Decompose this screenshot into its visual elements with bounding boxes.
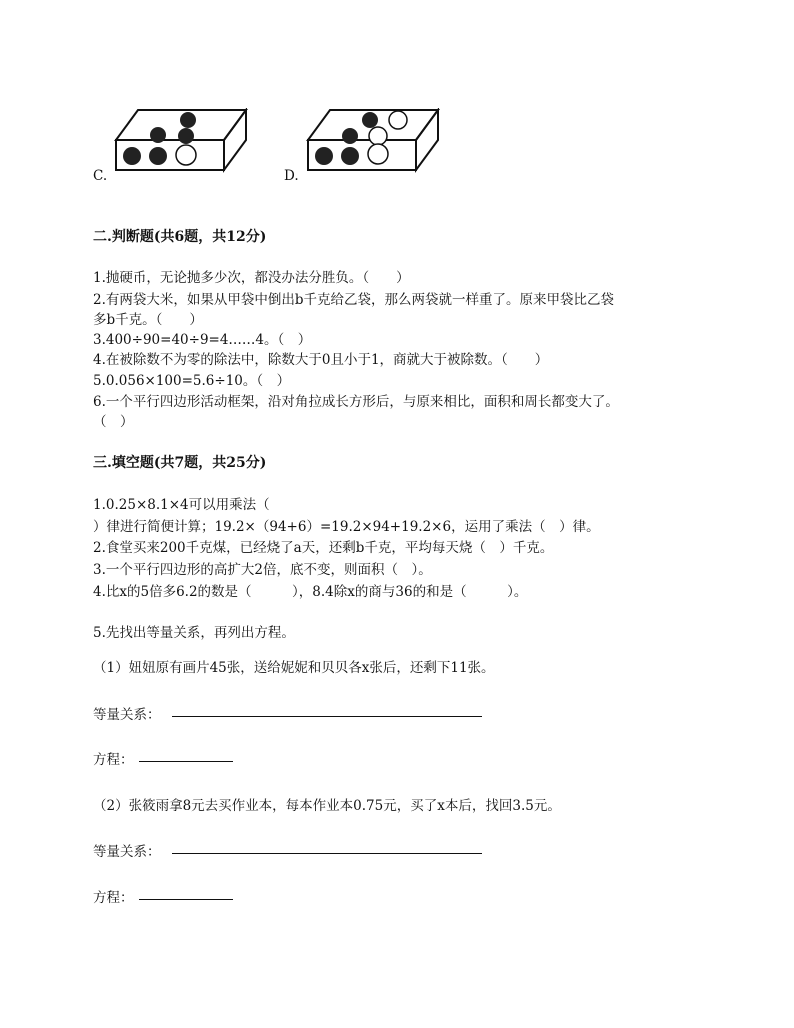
ball-dark [315,147,333,165]
judge-question-2-line1: 2.有两袋大米，如果从甲袋中倒出b千克给乙袋，那么两袋就一样重了。原来甲袋比乙袋 [93,292,615,308]
equation-label-2: 方程： [93,890,134,906]
equation-label-1: 方程： [93,752,134,768]
judge-question-4: 4.在被除数不为零的除法中，除数大于0且小于1，商就大于被除数。（ ） [93,352,549,368]
option-d-box-figure [306,108,442,174]
judge-question-2-line2: 多b千克。（ ） [93,312,203,328]
relation-label-2: 等量关系： [93,844,161,860]
judge-question-5: 5.0.056×100=5.6÷10。（ ） [93,373,291,389]
ball-light [176,145,196,165]
judge-question-6-line2: （ ） [93,414,134,430]
ball-light [369,127,387,145]
ball-dark [342,128,358,144]
fill-question-5-part2: （2）张筱雨拿8元去买作业本，每本作业本0.75元，买了x本后，找回3.5元。 [93,798,561,814]
ball-dark [178,128,194,144]
fill-question-5: 5.先找出等量关系，再列出方程。 [93,625,295,641]
equation-answer-line-1[interactable] [139,761,233,762]
option-c-label: C. [93,168,108,184]
fill-question-3: 3.一个平行四边形的高扩大2倍，底不变，则面积（ ）。 [93,562,432,578]
relation-answer-line-2[interactable] [172,853,482,854]
ball-dark [123,147,141,165]
relation-label-1: 等量关系： [93,707,161,723]
ball-dark [362,112,378,128]
judge-question-6-line1: 6.一个平行四边形活动框架，沿对角拉成长方形后，与原来相比，面积和周长都变大了。 [93,394,619,410]
judge-question-3: 3.400÷90=40÷9=4……4。（ ） [93,332,312,348]
option-c-box-figure [114,108,250,174]
section2-heading: 二.判断题(共6题，共12分) [93,229,267,245]
option-d-label: D. [284,168,299,184]
ball-light [368,144,388,164]
fill-question-1-line2: ）律进行简便计算；19.2×（94+6）=19.2×94+19.2×6，运用了乘法（ ）律。 [93,519,600,535]
equation-answer-line-2[interactable] [139,899,233,900]
fill-question-5-part1: （1）妞妞原有画片45张，送给妮妮和贝贝各x张后，还剩下11张。 [93,660,495,676]
ball-dark [341,147,359,165]
fill-question-4: 4.比x的5倍多6.2的数是（ ），8.4除x的商与36的和是（ ）。 [93,584,528,600]
ball-dark [180,112,196,128]
ball-light [389,111,407,129]
ball-dark [150,127,166,143]
fill-question-2: 2.食堂买来200千克煤，已经烧了a天，还剩b千克，平均每天烧（ ）千克。 [93,540,554,556]
judge-question-1: 1.抛硬币，无论抛多少次，都没办法分胜负。（ ） [93,270,410,286]
relation-answer-line-1[interactable] [172,716,482,717]
section3-heading: 三.填空题(共7题，共25分) [93,455,267,471]
fill-question-1-line1: 1.0.25×8.1×4可以用乘法（ [93,497,270,513]
ball-dark [149,147,167,165]
